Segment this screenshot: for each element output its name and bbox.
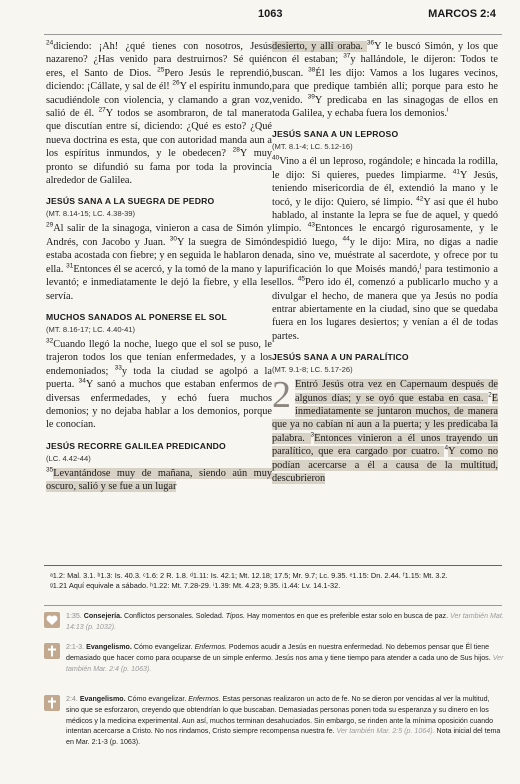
- verse-number: 31: [66, 262, 74, 270]
- book-reference: MARCOS 2:4: [428, 8, 496, 20]
- see-also-link[interactable]: Ver también Mat. 14:13 (p. 1032).: [66, 612, 504, 631]
- verse-number: 30: [169, 235, 177, 243]
- section-heading: JESÚS RECORRE GALILEA PREDICANDO: [46, 440, 226, 451]
- note-topic: Evangelismo.: [86, 643, 132, 651]
- section-heading: JESÚS SANA A LA SUEGRA DE PEDRO: [46, 196, 215, 207]
- verse-text: y hallándole, le dijeron: Todos te buscan.: [272, 54, 498, 79]
- parallel-references: (MT. 8.16-17; LC. 4.40-41): [46, 324, 136, 334]
- verse-text: diciendo: ¡Ah! ¿qué tienes con nosotros, Jesús nazareno? ¿Has venido para destruirnos? Sé quién eres, el Santo de Dios.: [46, 41, 272, 79]
- verse-text: Y así que él hubo hablado, al instante la lepra se fue de aquel, y quedó limpio.: [272, 196, 498, 235]
- chapter-number: 2: [272, 374, 291, 417]
- verse-number: 24: [46, 39, 54, 47]
- verse-text: Y la suegra de Simón estaba acostada con fiebre; y en seguida le hablaron de ella.: [46, 236, 272, 275]
- study-note: [44, 642, 504, 674]
- verse-number: 25: [157, 66, 165, 74]
- verse-number: 41: [452, 168, 460, 176]
- verse-number: 36: [366, 39, 375, 47]
- verse-number: 26: [172, 79, 180, 87]
- verse-text: Y todos se asombraron, de tal manera que discutían entre sí, diciendo: ¿Qué es esto? ¿Qué nueva doctrina es esta, que con autoridad manda aun a los espíritus inmundos, y le obedecen?: [46, 108, 272, 160]
- note-topic: Consejería.: [83, 612, 123, 620]
- verse-text: Y el espíritu inmundo, sacudiéndole con violencia, y clamando a gran voz, salió de él.: [46, 81, 273, 120]
- verse-number: 35: [46, 466, 54, 474]
- see-also-link[interactable]: Ver también Mar. 2:4 (p. 1063).: [66, 653, 504, 673]
- paragraph: [46, 222, 272, 302]
- section-heading: JESÚS SANA A UN LEPROSO: [272, 129, 399, 140]
- parallel-references: (MT. 8.1-4; LC. 5.12-16): [272, 142, 353, 152]
- note-text: Cómo evangelizar.: [131, 643, 195, 651]
- note-text: Cómo evangelizar.: [125, 695, 189, 703]
- right-column: [272, 40, 498, 485]
- highlighted-verse-text: Entonces vinieron a él unos trayendo un paralítico, que era cargado por cuatro.: [272, 432, 498, 458]
- study-notes-rule: [44, 605, 502, 606]
- note-topic: Evangelismo.: [79, 695, 126, 703]
- study-note: [44, 694, 504, 748]
- verse-text: Y predicaba en las sinagogas de ellos en toda Galilea, y echaba fuera los demonios.: [272, 94, 498, 120]
- note-text: Hay momentos en que es preferible estar solo en busca de paz.: [245, 612, 449, 620]
- note-subtopic: Tipos.: [225, 612, 245, 620]
- cross-reference-line: ᵃ1.2: Mal. 3.1. ᵇ1.3: Is. 40.3. ᶜ1.6: 2 R. 1.8. ᵈ1.11: Is. 42.1; Mt. 12.18; 17.5; Mr. 9.7; Lc. 9.35. ᵉ1.15: Dn. 2.44. ᶠ1.15: Mt. 3.2.: [50, 571, 448, 580]
- verse-number: 3: [310, 431, 315, 439]
- parallel-references: (MT. 9.1-8; LC. 5.17-26): [272, 365, 353, 375]
- verse-number: 33: [114, 364, 122, 372]
- footnote-marker[interactable]: j: [419, 262, 422, 270]
- verse-text: Entonces él se acercó, y la tomó de la mano y la levantó; e inmediatamente le dejó la fiebre, y ella les servía.: [46, 263, 272, 302]
- footnote-rule: [44, 565, 502, 566]
- section-heading: JESÚS SANA A UN PARALÍTICO: [272, 352, 409, 363]
- highlighted-verse-text: desierto, y allí oraba.: [272, 41, 367, 52]
- note-reference: 2:4.: [66, 695, 78, 703]
- verse-number: 28: [232, 146, 240, 154]
- verse-text: Al salir de la sinagoga, vinieron a casa de Simón y Andrés, con Jacobo y Juan.: [46, 223, 272, 248]
- heart-icon: [44, 612, 60, 628]
- paragraph: [272, 374, 498, 485]
- study-note: [44, 611, 504, 633]
- verse-text: Pero Jesús le reprendió, diciendo: ¡Cállate, y sal de él!: [46, 67, 273, 93]
- highlighted-verse-text: E inmediatamente se juntaron muchos, de manera que ya no cabían ni aun a la puerta; y les predicaba la palabra.: [272, 392, 498, 444]
- verse-text: Y muy pronto se difundió su fama por toda la provincia alrededor de Galilea.: [46, 148, 273, 187]
- verse-text: Vino a él un leproso, rogándole; e hincada la rodilla, le dijo: Si quieres, puedes limpiarme.: [272, 156, 498, 181]
- verse-number: 44: [342, 235, 350, 243]
- see-also-link[interactable]: Ver también Mar. 2:5 (p. 1064).: [336, 727, 435, 736]
- highlighted-verse-text: Y como no podían acercarse a él a causa de la multitud, descubrieron: [272, 446, 498, 484]
- verse-text: y le dijo: Mira, no digas a nadie nada, sino ve, muéstrate al sacerdote, y ofrece por tu purificación lo que Moisés mandó,: [272, 236, 498, 275]
- verse-number: 29: [46, 222, 54, 230]
- paragraph: [46, 338, 272, 432]
- note-text: Nota inicial del tema en Mar. 2:1-3 (p. 1063).: [66, 727, 501, 747]
- note-reference: 2:1-3.: [66, 643, 85, 651]
- note-subtopic: Enfermos.: [188, 695, 221, 703]
- note-subtopic: Enfermos.: [194, 643, 227, 651]
- page-header: [0, 8, 520, 30]
- cross-reference-line: ᵍ1.21 Aquí equivale a sábado. ʰ1.22: Mt. 7.28-29. ⁱ1.39: Mt. 4.23; 9.35. ʲ1.44: Lv. 14.1-32.: [50, 581, 341, 591]
- verse-number: 37: [343, 52, 351, 60]
- cross-icon: [44, 643, 60, 659]
- verse-number: 42: [416, 195, 424, 203]
- footnote-marker[interactable]: i: [446, 106, 449, 114]
- verse-text: para testimonio a ellos.: [272, 263, 498, 289]
- verse-text: y toda la ciudad se agolpó a la puerta.: [46, 365, 272, 391]
- verse-text: Pero ido él, comenzó a publicarlo mucho y a divulgar el hecho, de manera que ya Jesús no podía entrar abiertamente en la ciudad, sino que se quedaba fuera en los lugares desiertos; y venían a él de todas partes.: [272, 277, 498, 342]
- paragraph: [272, 155, 498, 343]
- note-text: Podemos acudir a Jesús en nuestra enfermedad. No debemos pensar que Él tiene demasiado que hacer como para ocuparse de un simple enfermo. Jesús nos ama y tiene tiempo para atender a cada uno de Sus hijos.: [66, 643, 491, 662]
- verse-number: 38: [308, 66, 316, 74]
- verse-number: 32: [46, 337, 54, 345]
- highlighted-verse-text: Levantándose muy de mañana, siendo aún muy oscuro, salió y se fue a un lugar: [46, 467, 272, 493]
- note-reference: 1:35.: [66, 612, 82, 620]
- verse-text: Entonces le encargó rigurosamente, y le despidió luego,: [272, 223, 498, 248]
- note-text: Estas personas realizaron un acto de fe. No se dieron por vencidas al ver la multitud, sino que se esforzaron, creyendo que obtendrían lo que buscaban. Demasiadas personas ponen toda su esperanza y su dinero en los médicos y la medicina experimental. Aun así, muchos terminan desahuciados. Sin embargo, se rinden ante la mínima oposición cuando intentan acercarse a Cristo. No nos rindamos, Cristo siempre recompensa nuestra fe.: [66, 695, 494, 736]
- paragraph: [46, 40, 272, 187]
- paragraph: [46, 467, 272, 494]
- verse-number: 39: [307, 93, 315, 101]
- parallel-references: (LC. 4.42-44): [46, 453, 91, 463]
- verse-number: 45: [297, 275, 305, 283]
- verse-text: Y Jesús, teniendo misericordia de él, extendió la mano y le tocó, y le dijo: Quiero, sé limpio.: [272, 169, 498, 208]
- verse-number: 34: [78, 377, 86, 385]
- cross-icon: [44, 695, 60, 711]
- left-column: [46, 40, 272, 494]
- verse-text: Cuando llegó la noche, luego que el sol se puso, le trajeron todos los que tenían enfermedades, y a los endemoniados;: [46, 338, 272, 377]
- cross-references: [50, 571, 500, 592]
- note-text: Conflictos personales. Soledad.: [122, 612, 226, 620]
- verse-number: 43: [307, 222, 315, 230]
- page-number: 1063: [258, 8, 283, 20]
- verse-text: Él les dijo: Vamos a los lugares vecinos, para que predique también allí; porque para esto he venido.: [272, 67, 498, 106]
- verse-number: 2: [488, 391, 492, 399]
- highlighted-verse-text: Entró Jesús otra vez en Capernaum después de algunos días; y se oyó que estaba en casa.: [295, 379, 498, 404]
- verse-number: 40: [272, 155, 280, 163]
- verse-number: 27: [98, 106, 106, 114]
- verse-text: Y le buscó Simón, y los que con él estaban;: [272, 41, 499, 66]
- verse-text: Y sanó a muchos que estaban enfermos de diversas enfermedades, y echó fuera muchos demonios; y no dejaba hablar a los demonios, porque le conocían.: [46, 379, 272, 431]
- section-heading: MUCHOS SANADOS AL PONERSE EL SOL: [46, 311, 228, 322]
- verse-number: 4: [444, 444, 449, 452]
- header-rule: [44, 34, 502, 35]
- paragraph: [272, 40, 498, 120]
- parallel-references: (MT. 8.14-15; LC. 4.38-39): [46, 209, 136, 219]
